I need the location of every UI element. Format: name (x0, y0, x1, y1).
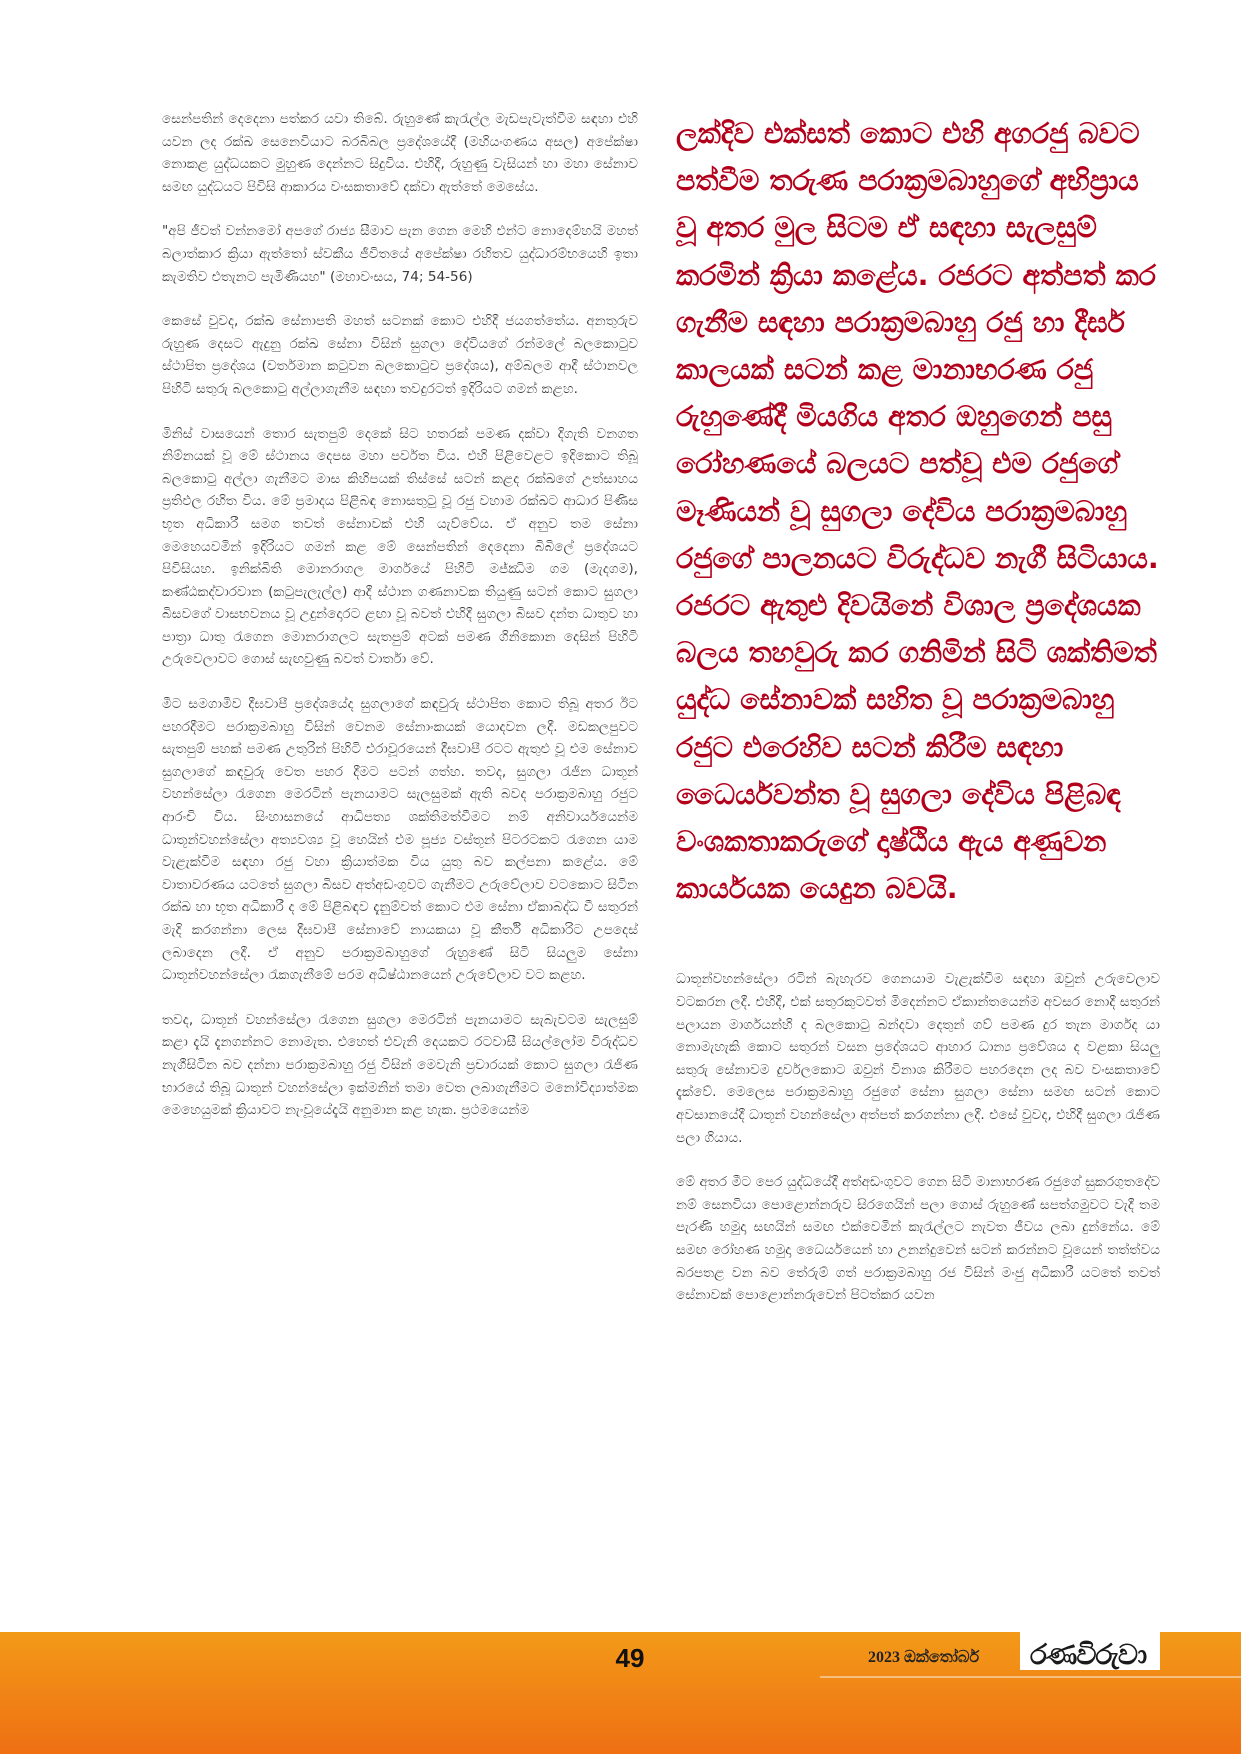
body-paragraph: මීට සමගාමීව දීඝවාපී ප්‍රදේශයේද සුගලාගේ කඳවුරු ස්ථාපිත කොට තිබූ අතර ඊට පහරදීමට පරාක්‍රමබාහු විසින් වෙනම සේනාංකයක් යොදවන ලදී. මඩකලපුවට සැතපුම් පහක් පමණ උතුරින් පිහිටි එරාවූරයෙන් දීඝවාපී රටට ඇතුළු වූ එම සේනාව සුගලාගේ කඳවුරු වෙත පහර දීමට පටන් ගත්හ. තවද, සුගලා රැජින ධාතූන් වහන්සේලා රැගෙන මෙරටින් පැනයාමට සැලසුමක් ඇති බවද පරාක්‍රමබාහු රජුට ආරංචි විය. සිංහාසනයේ ආධිපත්‍ය ශක්තිමත්වීමට නම් අනිවාර්යයෙන්ම ධාතූන්වහන්සේලා අත්‍යවශ්‍ය වූ හෙයින් එම පූජ්‍ය වස්තූන් පිටරටකට රැගෙන යාම වැළැක්වීම සඳහා රජු වහා ක්‍රියාත්මක විය යුතු බව කල්පනා කළේය. මේ වාතාවරණය යටතේ සුගලා බිසව අත්අඩංගුවට ගැනීමට උරුවේලාව වටකොට සිටින රක්ඛ හා භූත අධිකාරී ද මේ පිළිබඳව දැනුම්වත් කොට එම සේනා ඒකාබද්ධ වී සතුරන් මැදි කරගන්නා ලෙස දීඝවාපී සේනාවේ නායකයා වූ කීර්ති අධිකාරිට උපදෙස් ලබාදෙන ලදී. ඒ අනුව පරාක්‍රමබාහුගේ රුහුණේ සිටි සියලුම සේනා ධාතූන්වහන්සේලා රැකගැනීමේ පරම අධිෂ්ඨානයෙන් උරුවේලාව වට කළහ. (162, 696, 638, 984)
pull-quote: ලක්දිව එක්සත් කොට එහි අගරජු බවට පත්වීම තරුණ පරාක්‍රමබාහුගේ අභිප්‍රාය වූ අතර මුල සිටම ඒ සඳහා සැලසුම් කරමින් ක්‍රියා කළේය. රජරට අත්පත් කර ගැනීම සඳහා පරාක්‍රමබාහු රජු හා දීර්ඝ කාලයක් සටන් කළ මානාභරණ රජු රුහුණේදී මියගිය අතර ඔහුගෙන් පසු රෝහණයේ බලයට පත්වූ එම රජුගේ මෑණියන් වූ සුගලා දේවිය පරාක්‍රමබාහු රජුගේ පාලනයට විරුද්ධව නැගී සිටියාය. රජරට ඇතුළු දිවයිනේ විශාල ප්‍රදේශයක බලය තහවුරු කර ගනිමින් සිටි ශක්තිමත් යුද්ධ සේනාවක් සහිත වූ පරාක්‍රමබාහු රජුට එරෙහිව සටන් කිරීම සඳහා ධෛර්යවන්ත වූ සුගලා දේවිය පිළිබඳ වංශකතාකරුගේ දාෂ්ඨිය ඇය අණුවන කාර්යයක යෙදුන බවයි. (676, 117, 1159, 906)
body-paragraph: ධාතූන්වහන්සේලා රටින් බැහැරව ගෙනයාම වැළැක්වීම සඳහා ඔවුන් උරුවෙලාව වටකරන ලදී. එහිදී, එක් සතුරකුටවත් මිදෙන්නට ඒකාන්තයෙන්ම අවසර නොදී සතුරන් පලායන මාර්ගයන්හි ද බලකොටු බන්දවා දෙතුන් ගව් පමණ දුර තැන මාර්ගද යා නොමැහැකි කොට සතුරන් වසන ප්‍රදේශයට ආහාර ධාන්‍ය ප්‍රවේශය ද වළකා සියලු සතුරු සේනාවම දුර්වලකොට ඔවුන් විනාශ කිරීමට පහරදෙන ලද බව වංසකතාවේ දැක්වේ. මෙලෙස පරාක්‍රමබාහු රජුගේ සේනා සුගලා සේනා සමඟ සටන් කොට අවසානයේදී ධාතූන් වහන්සේලා අත්පත් කරගන්නා ලදී. එසේ වුවද, එහිදී සුගලා රැජිණ පලා ගියාය. (676, 971, 1160, 1146)
body-paragraph: මේ අතර මීට පෙර යුද්ධයේදී අත්අඩංගුවට ගෙන සිටි මානාභරණ රජුගේ සුකරගුතදේව නම් සෙනවියා පොළොන්නරුව සිරගෙයින් පලා ගොස් රුහුණේ සපත්ගමුවට වැදී තම පැරණි හමුදා සඟයින් සමඟ එක්වෙමින් කැරැල්ලට නැවත ජීවය ලබා දුන්නේය. මේ සමඟ රෝහණ හමුදා ධෛර්යයෙන් හා උනන්දුවෙන් සටන් කරන්නට වූයෙන් තත්ත්වය බරපතළ වන බව තේරුම් ගත් පරාක්‍රමබාහු රජ විසින් මංජු අධිකාරී යටතේ තවත් සේනාවක් පොළොන්නරුවෙන් පිටත්කර යවන (676, 1174, 1160, 1304)
footer-stripe (820, 1676, 1241, 1678)
body-paragraph: මිනිස් වාසයෙන් තොර සැතපුම් දෙකේ සිට හතරක් පමණ දක්වා දිගැති වනගත නිම්නයක් වූ මේ ස්ථානය දෙපස මහා පර්වත විය. එහි පිළිවෙළට ඉදිකොට තිබූ බලකොටු අල්ලා ගැනීමට මාස කිහිපයක් තිස්සේ සටන් කළද රක්ඛගේ උත්සාහය ප්‍රතිඵල රහිත විය. මේ ප්‍රමාදය පිළිබඳ නොසතුටු වූ රජු වහාම රක්ඛට ආධාර පිණිස භූත අධිකාරී සමග තවත් සේනාවක් එහි යැව්වේය. ඒ අනුව තම සේනා මෙහෙයවමින් ඉදිරියට ගමන් කළ මේ සෙන්පතින් දෙදෙනා බිබිලේ ප්‍රදේශයට පිවිසියහ. ඉනික්බිති මොනරාගල මාර්ගයේ පිහිටි මජ්ඣිම ගම (මැදගම), කණ්ඨකද්වාරවාන (කටුපැලැල්ල) ආදී ස්ථාන ගණනාවක තියුණු සටන් කොට සුගලා බිසවගේ වාසභවනය වූ උදුන්දොරට ළඟා වූ බවත් එහිදී සුගලා බිසව දන්ත ධාතුව හා පාත්‍රා ධාතු රැගෙන මොනරාගලට සැතපුම් අටක් පමණ ගිනිකොන දෙසින් පිහිටි උරුවෙලාවට ගොස් සැඟවුණු බවත් වාර්තා වේ. (162, 425, 638, 668)
left-column (162, 108, 638, 1144)
quotation-paragraph: "අපි ජීවත් වන්නමෝ අපගේ රාජ්‍ය සීමාව පැන ගෙන මෙහි එන්ට නොදෙම්හයි මහත් බලාත්කාර ක්‍රියා ඇත්තෝ ස්වකීය ජීවිතයේ අපේක්ෂා රහිතව යුද්ධාරම්භයෙහි ඉතා කැමතිව එතැනට පැමිණියහ" (මහාවංසය, 74; 54-56) (162, 223, 638, 285)
body-paragraph: කෙසේ වුවද, රක්ඛ සේනාපති මහත් සටනක් කොට එහිදී ජයගත්තේය. අනතුරුව රුහුණ දෙසට ඇදුනු රක්ඛ සේනා විසින් සුගලා දේවියගේ රන්මලේ බලකොටුව ස්ථාපිත ප්‍රදේශය (වර්තමාන කටුවන බලකොටුව ප්‍රදේශය), අම්බලම ආදී ස්ථානවල පිහිටි සතුරු බලකොටු අල්ලාගැනීම සඳහා තවදුරටත් ඉදිරියට ගමන් කළහ. (162, 313, 638, 397)
page-number: 49 (615, 1643, 645, 1673)
issue-date: 2023 ඔක්තෝබර් (868, 1649, 980, 1666)
right-column (676, 110, 1160, 1329)
body-paragraph: සෙන්පතින් දෙදෙනා පත්කර යවා තිබේ. රුහුණේ කැරැල්ල මැඩපැවැත්වීම සඳහා එහි යවන ලද රක්ඛ සෙනෙවියාට බරබිබල ප්‍රදේශයේදී (මහියංගණය අසල) අපේක්ෂා නොකළ යුද්ධයකට මුහුණ දෙන්නට සිදුවිය. එහිදී, රුහුණු වැසියන් හා මහා සේනාව සමඟ යුද්ධයට පිවිසි ආකාරය වංසකතාවේ දක්වා ඇත්තේ මෙසේය. (162, 111, 638, 195)
magazine-logo: රණවිරුවා (1030, 1638, 1147, 1671)
body-paragraph: තවද, ධාතූන් වහන්සේලා රැගෙන සුගලා මෙරටින් පැනයාමට සැබැවටම සැලසුම් කළා දැයි දැනගන්නට නොමැත. එහෙත් එවැනි දෙයකට රටවාසී සියල්ලෝම විරුද්ධව නැගීසිටින බව දන්නා පරාක්‍රමබාහු රජු විසින් මෙවැනි ප්‍රචාරයක් කොට සුගලා රැජිණ භාරයේ තිබූ ධාතූන් වහන්සේලා ඉක්මනින් තමා වෙත ලබාගැනීමට මනෝවිද්‍යාත්මක මෙහෙයුමක් ක්‍රියාවට නැංවූයේදැයි අනුමාන කළ හැක. ප්‍රථමයෙන්ම (162, 1011, 638, 1119)
right-body-text (676, 968, 1160, 1306)
